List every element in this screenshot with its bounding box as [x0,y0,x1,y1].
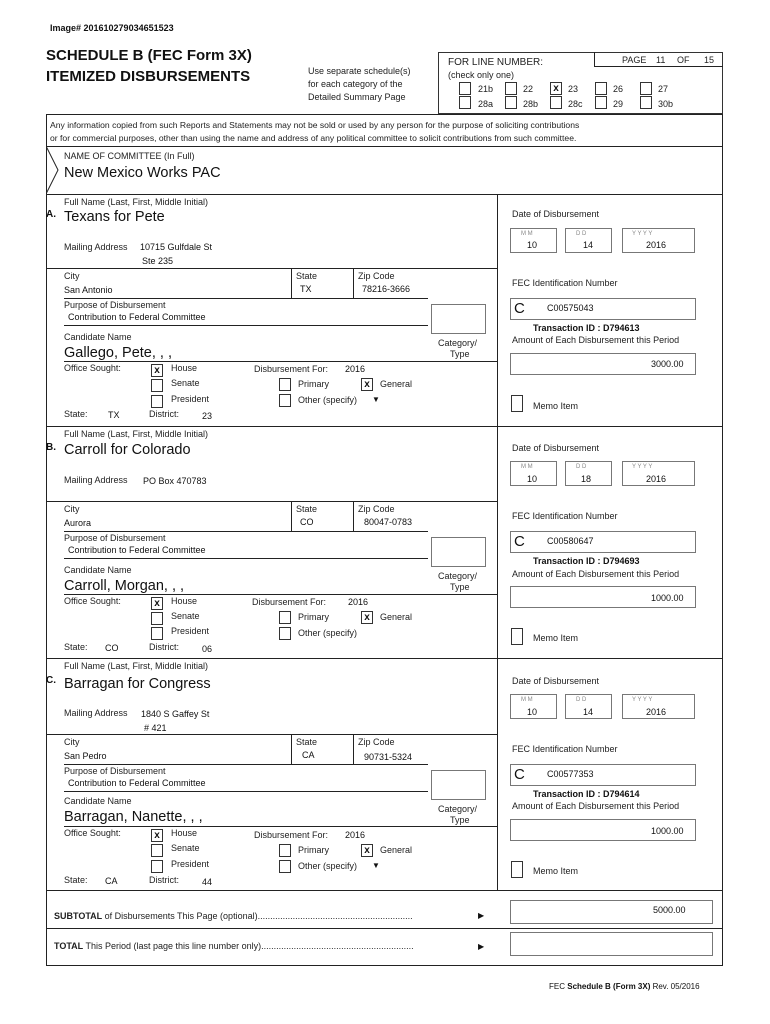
entry-b-district: 06 [202,644,213,654]
entry-a-fec-box[interactable] [510,298,696,320]
entry-a-office-state-label: State: [64,409,88,419]
divider [46,734,497,735]
entry-b-c-prefix: C [514,533,525,550]
entry-a-payee-name: Texans for Pete [64,209,165,225]
entry-c-memo-checkbox[interactable] [511,861,523,878]
entry-a-president-label: President [171,394,210,404]
line-checkbox-23[interactable]: x [550,82,562,95]
divider [291,268,292,298]
divider [353,501,354,531]
total-box[interactable] [510,932,713,956]
entry-c-other-checkbox[interactable] [279,860,291,873]
entry-b-general-checkbox[interactable]: x [361,611,373,624]
page-total: 15 [704,55,715,65]
entry-c-other-arrow: ▼ [372,861,380,870]
entry-c-payee-name: Barragan for Congress [64,676,211,692]
entry-c-city-label: City [64,737,80,747]
line-label-28b: 28b [523,99,539,109]
entry-c-fec-id: C00577353 [547,769,594,779]
line-checkbox-28c[interactable] [550,96,562,109]
entry-c-fec-label: FEC Identification Number [512,744,618,754]
entry-a-other-checkbox[interactable] [279,394,291,407]
entry-c-date-year: 2016 [646,707,667,717]
divider [46,194,723,195]
entry-c-address1: 1840 S Gaffey St [141,709,210,719]
entry-a-dd-hint: D D [576,231,587,237]
subtotal-arrow: ▶ [478,911,485,920]
entry-b-state: CO [300,517,314,527]
entry-c-month: 10 [527,707,538,717]
line-checkbox-22[interactable] [505,82,517,95]
instructions-line3: Detailed Summary Page [308,92,406,102]
entry-a-purpose: Contribution to Federal Committee [68,312,206,322]
entry-a-type-label: Type [450,349,470,359]
form-footer: FEC Schedule B (Form 3X) Rev. 05/2016 [549,982,700,991]
entry-b-category-box[interactable] [431,537,486,567]
entry-c-office-state: CA [105,876,118,886]
divider [64,826,497,827]
entry-c-disb-year: 2016 [345,830,366,840]
entry-a-senate-label: Senate [171,378,200,388]
entry-a-letter: A. [46,209,56,220]
divider [64,791,428,792]
entry-c-zip: 90731-5324 [364,752,413,762]
entry-a-zip-label: Zip Code [358,271,395,281]
notice-line2: or for commercial purposes, other than using the name and address of any political committee to solicit contributions from such committee. [50,133,577,143]
line-checkbox-28b[interactable] [505,96,517,109]
line-number-sub: (check only one) [448,70,515,80]
subtotal-label: SUBTOTAL of Disbursements This Page (optional).............................................................. [54,911,413,921]
entry-c-senate-label: Senate [171,843,200,853]
entry-a-state-label: State [296,271,318,281]
entry-b-payee-name: Carroll for Colorado [64,442,191,458]
entry-c-purpose: Contribution to Federal Committee [68,778,206,788]
entry-a-c-prefix: C [514,300,525,317]
entry-c-type-label: Type [450,815,470,825]
page-label: PAGE [622,55,647,65]
entry-a-house-label: House [171,363,198,373]
entry-c-general-checkbox[interactable]: x [361,844,373,857]
form-title: SCHEDULE B (FEC Form 3X) [46,47,252,64]
entry-b-other-label: Other (specify) [298,628,358,638]
entry-a-general-checkbox[interactable]: x [361,378,373,391]
entry-a-memo-checkbox[interactable] [511,395,523,412]
entry-b-amount-label: Amount of Each Disbursement this Period [512,569,680,579]
entry-a-memo-label: Memo Item [533,401,579,411]
entry-a-mm-hint: M M [521,231,533,237]
entry-a-zip: 78216-3666 [362,284,411,294]
entry-c-purpose-label: Purpose of Disbursement [64,766,166,776]
divider [64,298,428,299]
entry-b-type-label: Type [450,582,470,592]
entry-b-zip-label: Zip Code [358,504,395,514]
entry-b-purpose: Contribution to Federal Committee [68,545,206,555]
divider [46,928,723,929]
entry-a-candidate-label: Candidate Name [64,332,132,342]
entry-c-senate-checkbox[interactable] [151,844,163,857]
page-number: 11 [656,55,666,65]
divider [64,531,428,532]
entry-a-president-checkbox[interactable] [151,395,163,408]
divider [46,268,497,269]
entry-c-house-checkbox[interactable]: x [151,829,163,842]
entry-a-amount-label: Amount of Each Disbursement this Period [512,335,680,345]
page-of-label: OF [677,55,690,65]
divider [46,501,497,502]
entry-b-yyyy-hint: Y Y Y Y [632,464,653,470]
entry-b-state-label: State [296,504,318,514]
entry-c-district: 44 [202,877,213,887]
entry-a-district-label: District: [149,409,179,419]
divider [497,658,498,890]
entry-b-general-label: General [380,612,413,622]
entry-a-address1: 10715 Gulfdale St [140,242,213,252]
divider [291,501,292,531]
committee-bracket [46,146,60,194]
entry-b-district-label: District: [149,642,179,652]
entry-a-office-label: Office Sought: [64,363,121,373]
entry-c-c-prefix: C [514,766,525,783]
instructions-line2: for each category of the [308,79,403,89]
entry-b-disb-for-label: Disbursement For: [252,597,327,607]
entry-c-amount: 1000.00 [651,826,684,836]
entry-a-candidate: Gallego, Pete, , , [64,345,173,361]
entry-c-memo-label: Memo Item [533,866,579,876]
divider [291,734,292,764]
entry-a-district: 23 [202,411,213,421]
entry-a-mailing-label: Mailing Address [64,242,128,252]
entry-c-day: 14 [583,707,594,717]
divider [46,658,723,659]
entry-a-other-label: Other (specify) [298,395,358,405]
entry-b-disb-year: 2016 [348,597,369,607]
entry-b-city-label: City [64,504,80,514]
entry-a-date-label: Date of Disbursement [512,209,600,219]
entry-b-candidate-label: Candidate Name [64,565,132,575]
line-checkbox-21b[interactable] [459,82,471,95]
divider [46,146,723,147]
entry-b-month: 10 [527,474,538,484]
entry-a-yyyy-hint: Y Y Y Y [632,231,653,237]
form-subtitle: ITEMIZED DISBURSEMENTS [46,68,251,85]
entry-c-candidate-label: Candidate Name [64,796,132,806]
line-checkbox-29[interactable] [595,96,607,109]
entry-b-president-checkbox[interactable] [151,627,163,640]
entry-c-name-label: Full Name (Last, First, Middle Initial) [64,661,209,671]
entry-c-disb-for-label: Disbursement For: [254,830,329,840]
entry-a-state: TX [300,284,312,294]
entry-b-date-label: Date of Disbursement [512,443,600,453]
line-label-23: 23 [568,84,579,94]
entry-c-fec-box[interactable] [510,764,696,786]
entry-b-house-label: House [171,596,198,606]
entry-b-office-label: Office Sought: [64,596,121,606]
line-label-30b: 30b [658,99,674,109]
entry-a-primary-label: Primary [298,379,329,389]
divider [64,325,428,326]
entry-c-general-label: General [380,845,413,855]
entry-a-amount: 3000.00 [651,359,684,369]
entry-c-primary-label: Primary [298,845,329,855]
divider [46,890,723,891]
entry-b-fec-id: C00580647 [547,536,594,546]
entry-c-president-label: President [171,859,210,869]
entry-c-house-label: House [171,828,198,838]
entry-b-senate-label: Senate [171,611,200,621]
entry-a-senate-checkbox[interactable] [151,379,163,392]
entry-b-fec-label: FEC Identification Number [512,511,618,521]
entry-c-primary-checkbox[interactable] [279,844,291,857]
entry-b-office-state: CO [105,643,119,653]
entry-b-president-label: President [171,626,210,636]
entry-b-date-year: 2016 [646,474,667,484]
entry-b-other-checkbox[interactable] [279,627,291,640]
entry-a-transaction: Transaction ID : D794613 [533,323,640,333]
entry-b-senate-checkbox[interactable] [151,612,163,625]
entry-a-disb-for-label: Disbursement For: [254,364,329,374]
entry-a-other-arrow: ▼ [372,395,380,404]
entry-a-category-box[interactable] [431,304,486,334]
entry-b-purpose-label: Purpose of Disbursement [64,533,166,543]
entry-a-office-state: TX [108,410,120,420]
entry-c-state: CA [302,750,315,760]
entry-a-month: 10 [527,240,538,250]
entry-c-transaction: Transaction ID : D794614 [533,789,640,799]
entry-c-dd-hint: D D [576,697,587,703]
notice-line1: Any information copied from such Reports and Statements may not be sold or used by any person for the purpose of soliciting contributions [50,120,580,130]
entry-a-general-label: General [380,379,413,389]
divider [46,426,723,427]
entry-c-category-box[interactable] [431,770,486,800]
entry-a-disb-year: 2016 [345,364,366,374]
entry-b-mm-hint: M M [521,464,533,470]
entry-c-city: San Pedro [64,751,107,761]
entry-c-office-label: Office Sought: [64,828,121,838]
entry-c-address2: # 421 [144,723,167,733]
line-number-label: FOR LINE NUMBER: [448,57,544,68]
committee-label: NAME OF COMMITTEE (In Full) [64,151,195,161]
line-label-22: 22 [523,84,534,94]
line-label-28a: 28a [478,99,494,109]
divider [497,426,498,658]
line-label-27: 27 [658,84,669,94]
entry-a-date-year: 2016 [646,240,667,250]
entry-b-memo-label: Memo Item [533,633,579,643]
entry-c-date-label: Date of Disbursement [512,676,600,686]
entry-c-category-label: Category/ [438,804,478,814]
entry-a-city-label: City [64,271,80,281]
entry-c-mailing-label: Mailing Address [64,708,128,718]
entry-c-state-label: State [296,737,318,747]
divider [64,764,428,765]
entry-c-other-label: Other (specify) [298,861,358,871]
divider [353,268,354,298]
entry-a-fec-label: FEC Identification Number [512,278,618,288]
entry-b-office-state-label: State: [64,642,88,652]
entry-b-candidate: Carroll, Morgan, , , [64,578,185,594]
entry-c-amount-label: Amount of Each Disbursement this Period [512,801,680,811]
entry-c-letter: C. [46,675,56,686]
divider [64,558,428,559]
committee-name: New Mexico Works PAC [64,165,221,181]
line-checkbox-27[interactable] [640,82,652,95]
entry-a-house-checkbox[interactable]: x [151,364,163,377]
entry-b-amount: 1000.00 [651,593,684,603]
entry-b-city: Aurora [64,518,92,528]
entry-b-day: 18 [581,474,592,484]
entry-c-president-checkbox[interactable] [151,860,163,873]
entry-b-category-label: Category/ [438,571,478,581]
line-label-21b: 21b [478,84,494,94]
subtotal-value: 5000.00 [653,905,686,915]
entry-a-fec-id: C00575043 [547,303,594,313]
entry-a-city: San Antonio [64,285,113,295]
entry-c-yyyy-hint: Y Y Y Y [632,697,653,703]
divider [353,734,354,764]
entry-c-zip-label: Zip Code [358,737,395,747]
entry-b-address1: PO Box 470783 [143,476,207,486]
entry-b-house-checkbox[interactable]: x [151,597,163,610]
line-checkbox-28a[interactable] [459,96,471,109]
entry-a-category-label: Category/ [438,338,478,348]
entry-a-name-label: Full Name (Last, First, Middle Initial) [64,197,209,207]
entry-b-dd-hint: D D [576,464,587,470]
divider [497,194,498,426]
entry-a-address2: Ste 235 [142,256,174,266]
line-checkbox-26[interactable] [595,82,607,95]
total-arrow: ▶ [478,942,485,951]
entry-c-mm-hint: M M [521,697,533,703]
entry-b-name-label: Full Name (Last, First, Middle Initial) [64,429,209,439]
line-label-29: 29 [613,99,624,109]
entry-b-primary-label: Primary [298,612,329,622]
line-label-28c: 28c [568,99,583,109]
image-id: Image# 201610279034651523 [50,23,174,33]
entry-a-purpose-label: Purpose of Disbursement [64,300,166,310]
line-checkbox-30b[interactable] [640,96,652,109]
entry-a-day: 14 [583,240,594,250]
entry-a-primary-checkbox[interactable] [279,378,291,391]
entry-b-fec-box[interactable] [510,531,696,553]
line-label-26: 26 [613,84,624,94]
divider [64,361,497,362]
divider [64,594,497,595]
entry-b-zip: 80047-0783 [364,517,413,527]
entry-b-memo-checkbox[interactable] [511,628,523,645]
entry-c-candidate: Barragan, Nanette, , , [64,809,203,825]
total-label: TOTAL This Period (last page this line number only)............................................................. [54,941,414,951]
entry-c-office-state-label: State: [64,875,88,885]
entry-c-district-label: District: [149,875,179,885]
instructions-line1: Use separate schedule(s) [308,66,411,76]
entry-b-mailing-label: Mailing Address [64,475,128,485]
entry-b-transaction: Transaction ID : D794693 [533,556,640,566]
entry-b-letter: B. [46,442,56,453]
entry-b-primary-checkbox[interactable] [279,611,291,624]
